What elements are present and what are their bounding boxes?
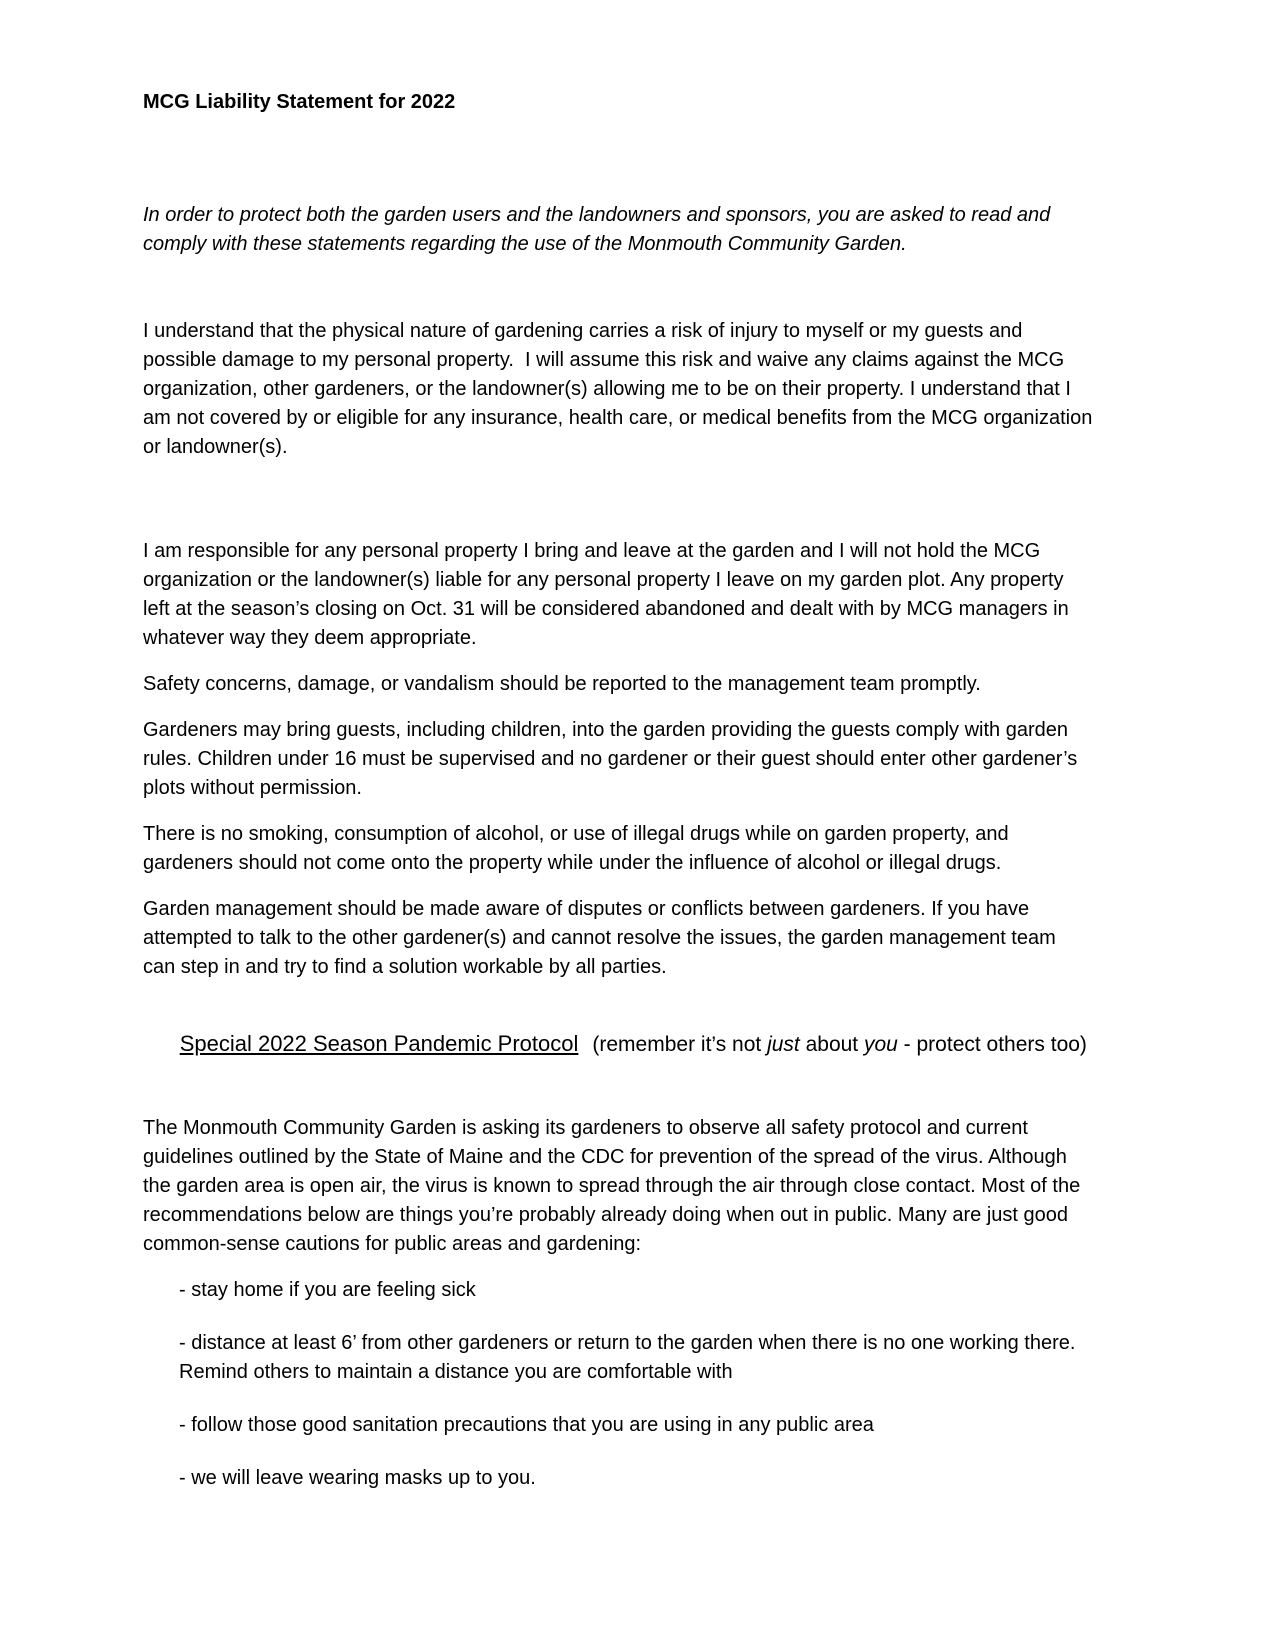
note-text-open: (remember it’s not [592, 1033, 768, 1056]
liability-paragraph-safety: Safety concerns, damage, or vandalism should be reported to the management team promptly. [143, 673, 981, 695]
liability-paragraph-guests: Gardeners may bring guests, including children, into the garden providing the guests comply with garden rules. Children under 16 must be supervised and no gardener or their guest should enter other gardener’s plots without permission. [143, 719, 1083, 799]
note-emphasis-just: just [767, 1033, 800, 1056]
document-title: MCG Liability Statement for 2022 [143, 91, 456, 113]
intro-body-text: I understand that the physical nature of gardening carries a risk of injury to myself or my guests and possible damage to my personal property. I will assume this risk and waive any claims against the MCG organization, other gardeners, or the landowner(s) allowing me to be on their property. I understand that I am not covered by or eligible for any insurance, health care, or medical benefits from the MCG organization or landowner(s). [143, 320, 1098, 458]
liability-paragraph-substances: There is no smoking, consumption of alcohol, or use of illegal drugs while on garden property, and gardeners should not come onto the property while under the influence of alcohol or illegal drugs. [143, 823, 1015, 874]
pandemic-heading-note [592, 1033, 1087, 1056]
bullet-item-sanitation: - follow those good sanitation precautions that you are using in any public area [179, 1414, 874, 1436]
note-emphasis-you: you [863, 1033, 898, 1056]
intro-paragraph [143, 143, 1098, 520]
bullet-item-distance: - distance at least 6’ from other gardeners or return to the garden when there is no one working there. Remind others to maintain a distance you are comfortable with [179, 1332, 1081, 1383]
note-text-about: about [799, 1033, 864, 1056]
pandemic-heading-title: Special 2022 Season Pandemic Protocol [179, 1031, 579, 1056]
bullet-item-masks: - we will leave wearing masks up to you. [179, 1467, 536, 1489]
pandemic-body-paragraph: The Monmouth Community Garden is asking its gardeners to observe all safety protocol and current guidelines outlined by the State of Maine and the CDC for prevention of the spread of the virus. Although the garden area is open air, the virus is known to spread through the air through close contact. Most of the recommendations below are things you’re probably already doing when out in public. Many are just good common-sense cautions for public areas and gardening: [143, 1117, 1086, 1255]
document-content [143, 88, 1098, 1493]
liability-paragraph-property: I am responsible for any personal property I bring and leave at the garden and I will not hold the MCG organization or the landowner(s) liable for any personal property I leave on my garden plot. Any property left at the season’s closing on Oct. 31 will be considered abandoned and dealt with by MCG managers in whatever way they deem appropriate. [143, 540, 1075, 649]
pandemic-protocol-heading [143, 999, 1093, 1090]
pandemic-bullet-list [143, 1276, 1093, 1493]
liability-paragraph-disputes: Garden management should be made aware of disputes or conflicts between gardeners. If you have attempted to talk to the other gardener(s) and cannot resolve the issues, the garden management team can step in and try to find a solution workable by all parties. [143, 898, 1062, 978]
bullet-item-stay-home: - stay home if you are feeling sick [179, 1279, 476, 1301]
note-text-close: - protect others too) [897, 1033, 1087, 1056]
intro-italic-text: In order to protect both the garden users and the landowners and sponsors, you are asked to read and comply with these statements regarding the use of the Monmouth Community Garden. [143, 204, 1056, 255]
